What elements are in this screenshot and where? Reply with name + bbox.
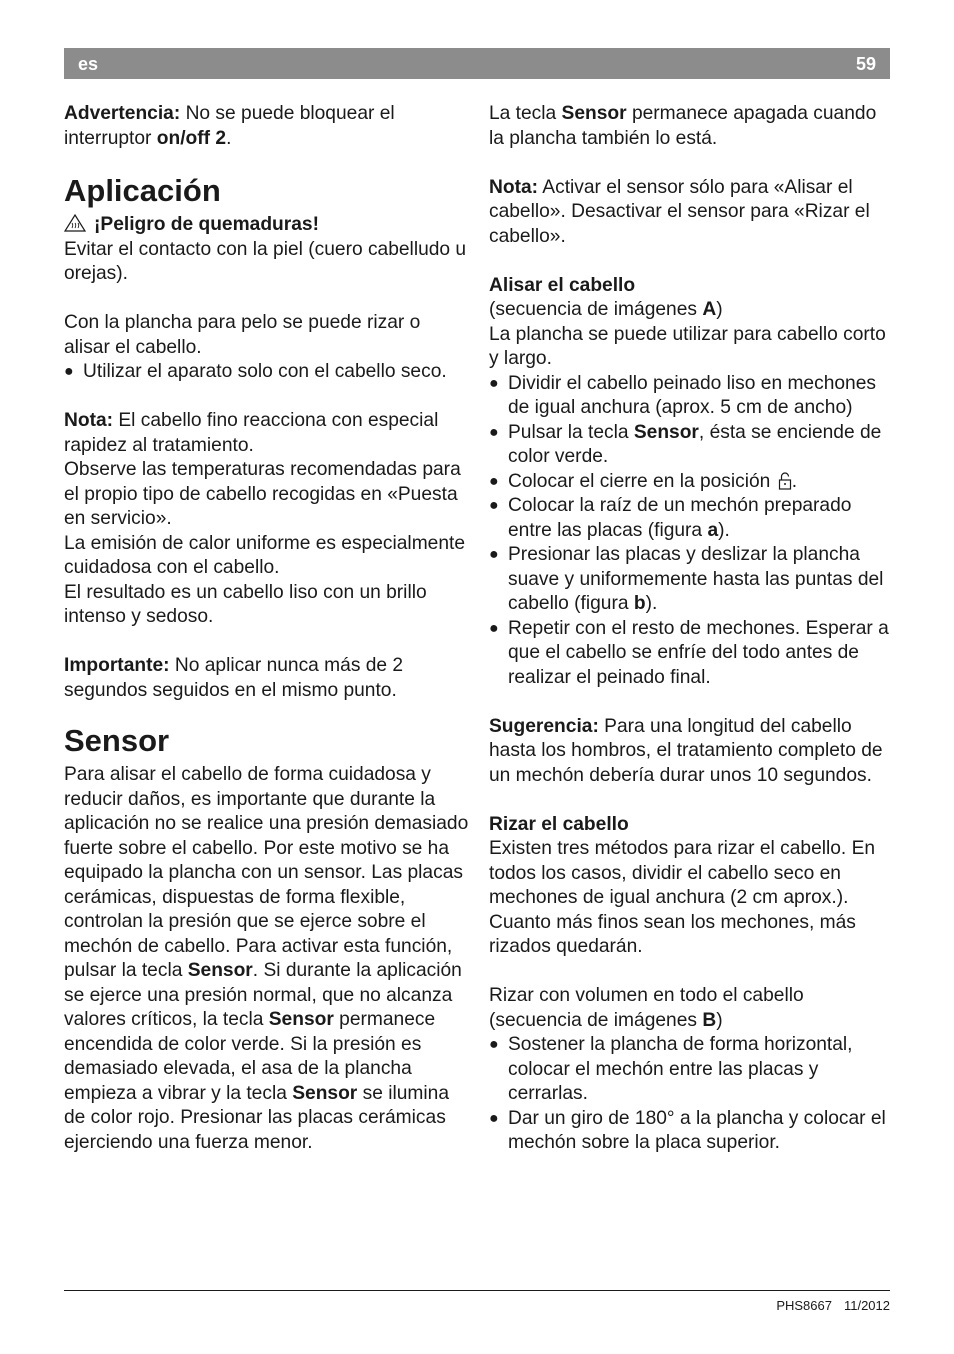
- important-label: Importante:: [64, 655, 170, 676]
- language-code: es: [78, 54, 99, 74]
- danger-title: ¡Peligro de quemaduras!: [94, 214, 319, 235]
- sensor-key: Sensor: [561, 103, 627, 124]
- warning-triangle-icon: [64, 214, 86, 232]
- sequence-b-letter: B: [702, 1009, 717, 1031]
- sensor-key: Sensor: [268, 1009, 334, 1030]
- list-item: ● Dar un giro de 180° a la plancha y colocar el mechón sobre la placa superior.: [489, 1107, 889, 1156]
- result-text: El resultado es un cabello liso con un brillo intenso y sedoso.: [64, 581, 427, 627]
- footer: [776, 1298, 890, 1313]
- sensor-off-text-a: La tecla: [489, 103, 562, 124]
- temperatures-text: Observe las temperaturas recomendadas para el propio tipo de cabello recogidas en «Puesta en servicio».: [64, 459, 461, 529]
- list-item: ● Dividir el cabello peinado liso en mechones de igual anchura (aprox. 5 cm de ancho): [489, 372, 889, 421]
- note-label: Nota:: [64, 410, 114, 431]
- tip-label: Sugerencia:: [489, 715, 599, 737]
- note-label: Nota:: [489, 176, 539, 198]
- intro-text: Con la plancha para pelo se puede rizar o alisar el cabello.: [64, 312, 421, 358]
- short-long-text: La plancha se puede utilizar para cabello corto y largo.: [489, 323, 886, 369]
- sensor-text-4: se ilumina de color rojo. Presionar las placas cerámicas ejerciendo una fuerza menor.: [64, 1082, 449, 1153]
- sensor-paragraph: [64, 763, 469, 1155]
- list-item: ● Sostener la plancha de forma horizontal, colocar el mechón entre las placas y cerrarlas.: [489, 1033, 889, 1107]
- list-item: ● Colocar el cierre en la posición .: [489, 470, 889, 495]
- sensor-text-2: . Si durante la aplicación se ejerce una presión normal, que no alcanza valores críticos, la tecla: [64, 960, 462, 1030]
- sensor-key: Sensor: [292, 1082, 358, 1104]
- note-paragraph: [64, 409, 469, 458]
- heading-rizar-text: Rizar el cabello: [489, 813, 629, 835]
- warning-label: Advertencia:: [64, 103, 181, 124]
- sensor-text-3: permanece encendida de color verde. Si la presión es demasiado elevada, el asa de la plancha empieza a vibrar y la tecla: [64, 1009, 436, 1104]
- note-text: El cabello fino reacciona con especial rapidez al tratamiento.: [64, 410, 439, 456]
- curl-steps: [489, 1033, 889, 1156]
- list-item: [489, 494, 889, 543]
- figure-ref: b: [633, 593, 646, 614]
- sensor-text-1: Para alisar el cabello de forma cuidadosa y reducir daños, es importante que durante la aplicación no se realice una presión demasiado fuerte sobre el cabello. Por este motivo se ha equipado la plancha con un sensor. Las placas cerámicas, dispuestas de forma flexible, controlan la presión que se ejerce sobre el mechón de cabello. Para activar esta función, pulsar la tecla: [64, 764, 469, 981]
- sequence-b: [489, 1009, 889, 1034]
- page-number: 59: [855, 54, 876, 74]
- tip-paragraph: [489, 715, 889, 789]
- list-item: ● Utilizar el aparato solo con el cabello seco.: [64, 360, 469, 385]
- important-paragraph: [64, 654, 469, 703]
- note-text: Activar el sensor sólo para «Alisar el cabello». Desactivar el sensor para «Rizar el cabello».: [489, 176, 870, 247]
- heading-aplicacion: Aplicación: [64, 173, 221, 208]
- danger-title-line: [64, 213, 469, 238]
- sensor-key: Sensor: [187, 960, 253, 981]
- sequence-a-letter: A: [702, 299, 717, 320]
- warning-paragraph: [64, 102, 469, 151]
- note-paragraph: [489, 176, 889, 250]
- left-column: [64, 102, 469, 1155]
- sequence-a: [489, 298, 889, 323]
- edition-date: 11/2012: [843, 1298, 890, 1313]
- sequence-b-pre: (secuencia de imágenes: [489, 1009, 703, 1031]
- warning-text: No se puede bloquear el interruptor: [64, 103, 395, 149]
- warning-switch: on/off 2: [156, 127, 227, 149]
- page-header: [64, 48, 890, 79]
- heading-rizar: [489, 813, 889, 838]
- step-text: ).: [645, 593, 658, 614]
- warning-end: .: [226, 127, 232, 149]
- sequence-b-post: ): [716, 1009, 723, 1031]
- curl-intro: Existen tres métodos para rizar el cabello. En todos los casos, dividir el cabello seco en mechones de igual anchura (2 cm aprox.). Cuanto más finos sean los mechones, más rizados quedarán.: [489, 838, 876, 957]
- step-text: Presionar las placas y deslizar la plancha suave y uniformemente hasta las puntas del cabello (figura: [508, 544, 884, 614]
- heat-text: La emisión de calor uniforme es especialmente cuidadosa con el cabello.: [64, 532, 466, 578]
- sensor-off-paragraph: [489, 102, 889, 151]
- model-number: PHS8667: [776, 1298, 832, 1313]
- tip-text: Para una longitud del cabello hasta los hombros, el tratamiento completo de un mechón debería durar unos 10 segundos.: [489, 715, 883, 786]
- step-text: Colocar la raíz de un mechón preparado entre las placas (figura: [508, 495, 852, 541]
- right-column: [489, 102, 889, 1156]
- volume-title: Rizar con volumen en todo el cabello: [489, 985, 804, 1006]
- sensor-off-text-b: permanece apagada cuando la plancha también lo está.: [489, 103, 877, 149]
- step-text: Pulsar la tecla: [508, 421, 634, 443]
- bullet-list: [64, 360, 469, 385]
- straighten-steps: [489, 372, 889, 691]
- heading-alisar: [489, 274, 889, 299]
- sequence-a-post: ): [716, 299, 723, 320]
- danger-text: Evitar el contacto con la piel (cuero cabelludo u orejas).: [64, 238, 467, 284]
- list-item: ● Repetir con el resto de mechones. Esperar a que el cabello se enfríe del todo antes de realizar el peinado final.: [489, 617, 889, 691]
- step-text: Colocar el cierre en la posición: [508, 470, 776, 492]
- list-item: [489, 543, 889, 617]
- padlock-open-icon: [778, 472, 792, 490]
- footer-divider: [64, 1290, 890, 1291]
- step-text: , ésta se enciende de color verde.: [508, 421, 882, 467]
- step-text: ).: [718, 519, 730, 541]
- heading-alisar-text: Alisar el cabello: [489, 274, 636, 296]
- heading-sensor: Sensor: [64, 723, 170, 758]
- figure-ref: a: [707, 519, 719, 541]
- sensor-key: Sensor: [633, 421, 699, 443]
- sequence-a-pre: (secuencia de imágenes: [489, 299, 703, 320]
- important-text: No aplicar nunca más de 2 segundos seguidos en el mismo punto.: [64, 655, 404, 701]
- list-item: [489, 421, 889, 470]
